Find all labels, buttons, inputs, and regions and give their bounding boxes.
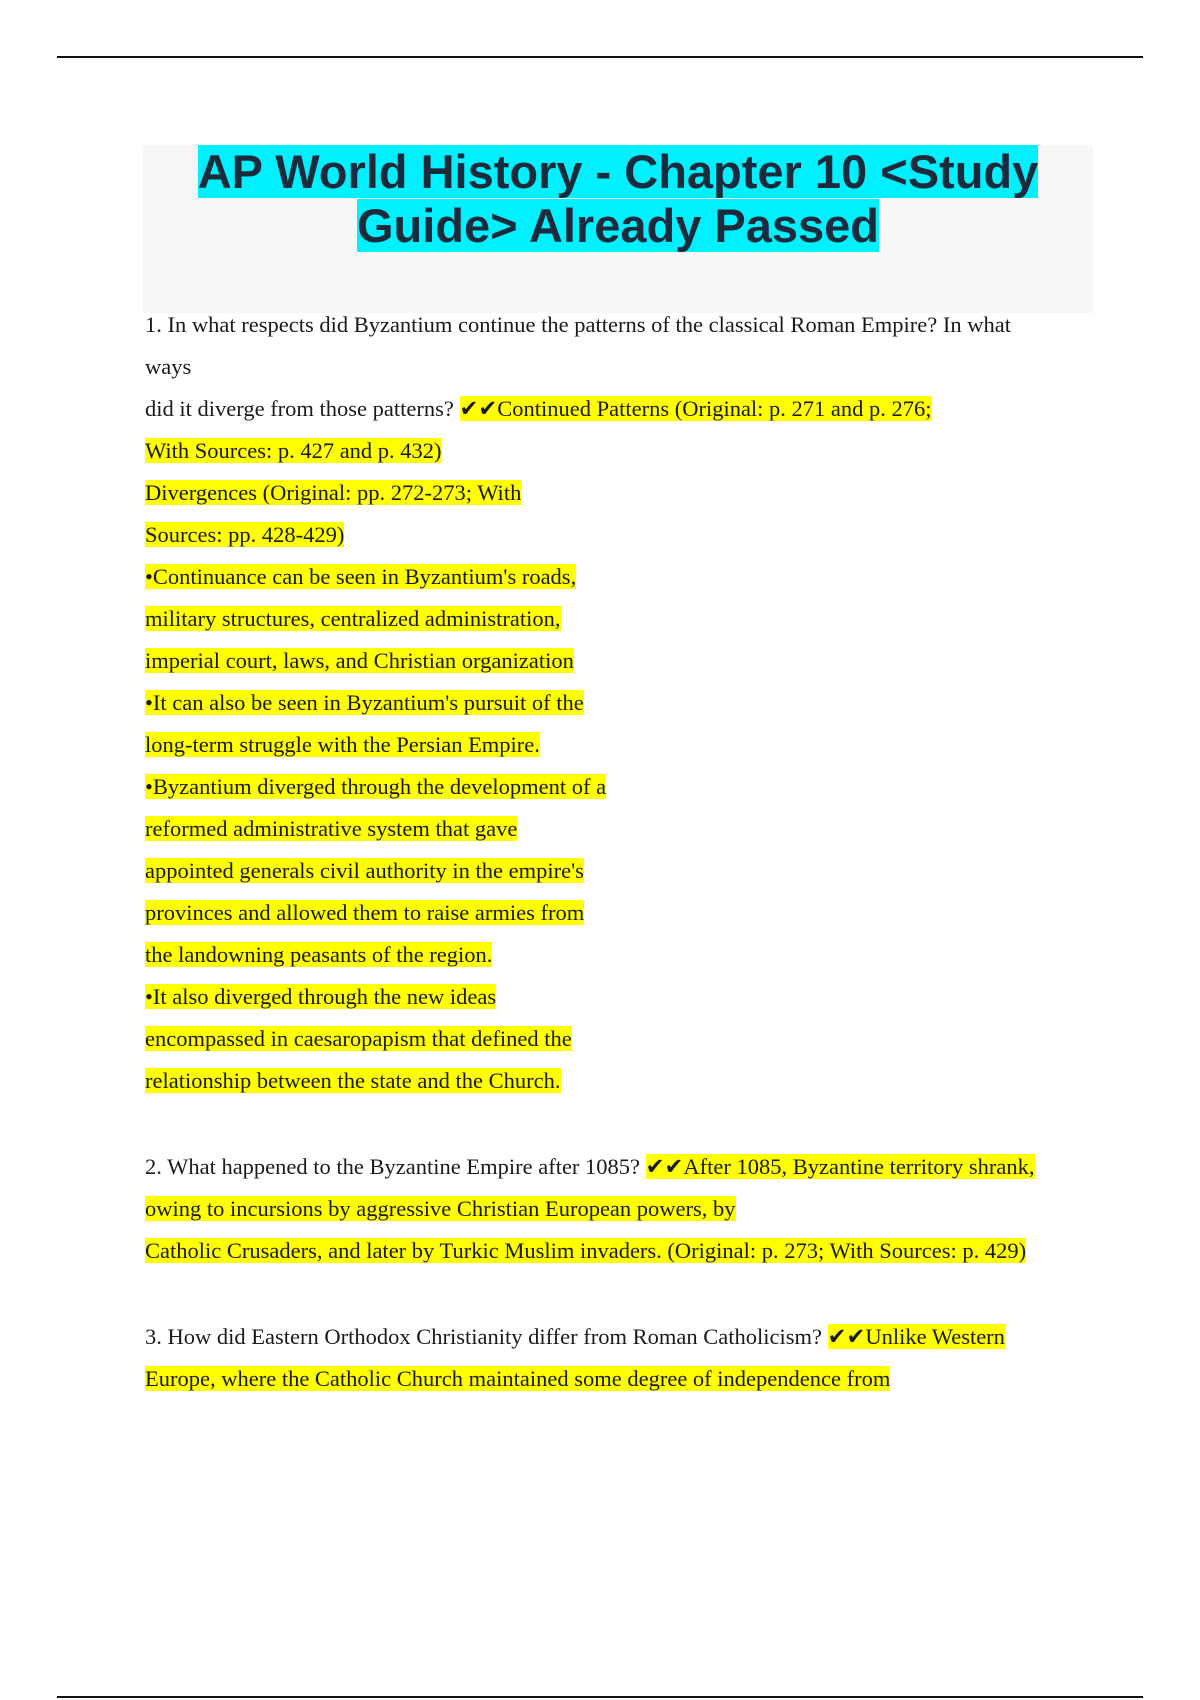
question-1-text: 1. In what respects did Byzantium continue the patterns of the classical Roman Empire? In what	[145, 312, 1011, 337]
question-1-text-wrap: ways	[145, 354, 192, 379]
answer-3-line: Europe, where the Catholic Church maintained some degree of independence from	[145, 1366, 891, 1391]
title-line-1: AP World History - Chapter 10 <Study	[197, 145, 1039, 198]
answer-1-line: •Byzantium diverged through the development of a	[145, 774, 607, 799]
answer-1-line: •It also diverged through the new ideas	[145, 984, 497, 1009]
answer-1-line: provinces and allowed them to raise armies from	[145, 900, 585, 925]
answer-1-line: the landowning peasants of the region.	[145, 942, 493, 967]
question-2-text: 2. What happened to the Byzantine Empire after 1085? ✔✔After 1085, Byzantine territory shrank,	[145, 1154, 1035, 1179]
title-line-2: Guide> Already Passed	[356, 199, 880, 252]
spacer	[145, 1272, 1090, 1316]
answer-1-line: encompassed in caesaropapism that defined the	[145, 1026, 572, 1051]
answer-2-line: Catholic Crusaders, and later by Turkic Muslim invaders. (Original: p. 273; With Sources: p. 429)	[145, 1238, 1027, 1263]
question-2	[145, 1146, 1090, 1272]
answer-1-line: reformed administrative system that gave	[145, 816, 518, 841]
question-3-text: 3. How did Eastern Orthodox Christianity differ from Roman Catholicism? ✔✔Unlike Western	[145, 1324, 1005, 1349]
answer-1-line: •It can also be seen in Byzantium's pursuit of the	[145, 690, 584, 715]
answer-1-line: relationship between the state and the Church.	[145, 1068, 561, 1093]
title-box	[143, 145, 1093, 313]
answer-3-start: ✔✔Unlike Western	[827, 1324, 1005, 1349]
spacer	[145, 1102, 1090, 1146]
footer-rule	[57, 1696, 1143, 1698]
answer-1-line: imperial court, laws, and Christian organization	[145, 648, 574, 673]
answer-1-line: With Sources: p. 427 and p. 432)	[145, 438, 442, 463]
question-1-text-cont	[145, 388, 1090, 430]
answer-1-line: military structures, centralized administration,	[145, 606, 561, 631]
question-1-tail: did it diverge from those patterns?	[145, 396, 460, 421]
answer-1-line: •Continuance can be seen in Byzantium's roads,	[145, 564, 577, 589]
answer-2-start: ✔✔After 1085, Byzantine territory shrank,	[645, 1154, 1035, 1179]
header-rule	[57, 56, 1143, 58]
answer-1-line: appointed generals civil authority in the empire's	[145, 858, 584, 883]
question-1	[145, 304, 1090, 1102]
page-title	[143, 145, 1093, 253]
answer-1-line: Divergences (Original: pp. 272-273; With	[145, 480, 522, 505]
answer-1-line: Sources: pp. 428-429)	[145, 522, 345, 547]
answer-2-line: owing to incursions by aggressive Christian European powers, by	[145, 1196, 736, 1221]
document-body	[145, 304, 1090, 1400]
question-3	[145, 1316, 1090, 1400]
answer-1-start: ✔✔Continued Patterns (Original: p. 271 and p. 276;	[459, 396, 932, 421]
answer-1-line: long-term struggle with the Persian Empire.	[145, 732, 540, 757]
